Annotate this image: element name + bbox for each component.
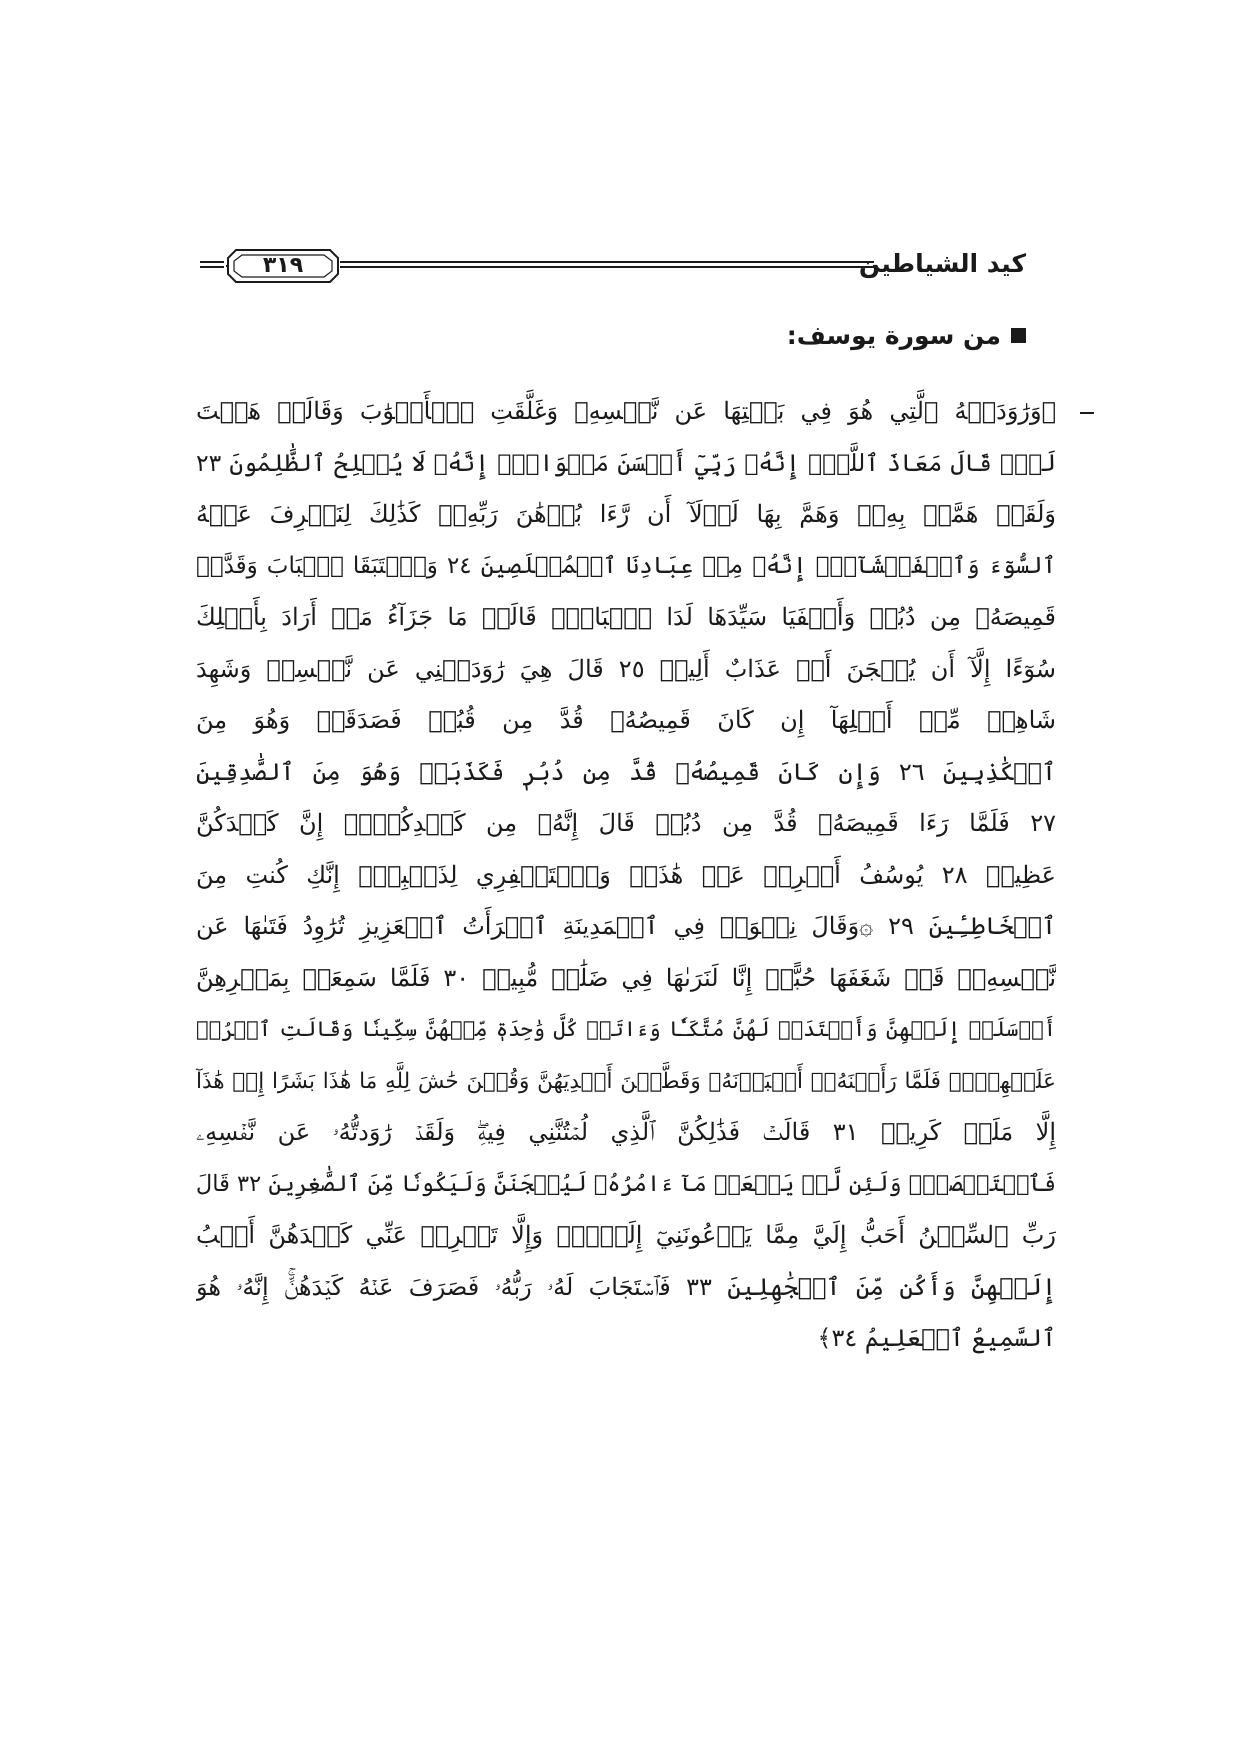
running-title: كيد الشياطين xyxy=(858,249,1026,278)
verse-line: وَلَقَدۡ هَمَّتۡ بِهِۦۖ وَهَمَّ بِهَا لَوۡلَآ أَن رَّءَا بُرۡهَٰنَ رَبِّهِۦۚ كَذَٰلِكَ لِنَصۡرِفَ عَنۡهُ xyxy=(196,500,1056,528)
verse-line: نَّفۡسِهِۦۖ قَدۡ شَغَفَهَا حُبًّاۖ إِنَّا لَنَرَىٰهَا فِي ضَلَٰلٖ مُّبِينٖ ٣٠ فَلَمَّا سَمِعَتۡ بِمَكۡرِهِنَّ xyxy=(196,963,1056,992)
verse-line: قَمِيصَهُۥ مِن دُبُرٖ وَأَلۡفَيَا سَيِّدَهَا لَدَا ٱلۡبَابِۚ قَالَتۡ مَا جَزَآءُ مَنۡ أَرَادَ بِأَهۡلِكَ xyxy=(196,603,1056,631)
verse-line: إِلَيۡهِنَّ وَأَكُن مِّنَ ٱلۡجَٰهِلِينَ ٣٣ فَٱسۡتَجَابَ لَهُۥ رَبُّهُۥ فَصَرَفَ عَنۡهُ كَيۡدَهُنَّۚ إِنَّهُۥ هُوَ xyxy=(196,1272,1056,1301)
verse-line: ٱلۡخَاطِـِٔينَ ٢٩ ۞وَقَالَ نِسۡوَةٞ فِي ٱلۡمَدِينَةِ ٱمۡرَأَتُ ٱلۡعَزِيزِ تُرَٰوِدُ فَتَىٰهَا عَن xyxy=(196,912,1056,940)
verse-line: إِلَّا مَلَكٞ كَرِيمٞ ٣١ قَالَتۡ فَذَٰلِكُنَّ ٱلَّذِي لُمۡتُنَّنِي فِيهِۖ وَلَقَدۡ رَٰوَدتُّهُۥ عَن نَّفۡسِهِۦ xyxy=(196,1118,1056,1146)
header-rule xyxy=(340,261,874,268)
quran-verses-block xyxy=(196,386,1056,1365)
page-number: ٣١٩ xyxy=(262,253,304,278)
verse-line: فَٱسۡتَعۡصَمَۖ وَلَئِن لَّمۡ يَفۡعَلۡ مَآ ءَامُرُهُۥ لَيُسۡجَنَنَّ وَلَيَكُونٗا مِّنَ ٱلصَّٰغِرِينَ ٣٢ قَالَ xyxy=(196,1170,1056,1197)
verse-line: عَظِيمٞ ٢٨ يُوسُفُ أَعۡرِضۡ عَنۡ هَٰذَاۚ وَٱسۡتَغۡفِرِي لِذَنۢبِكِۖ إِنَّكِ كُنتِ مِنَ xyxy=(196,860,1056,889)
page-header xyxy=(200,244,1026,288)
verse-line: ٱلۡكَٰذِبِينَ ٢٦ وَإِن كَانَ قَمِيصُهُۥ قُدَّ مِن دُبُرٖ فَكَذَبَتۡ وَهُوَ مِنَ ٱلصَّٰدِقِينَ xyxy=(196,757,1056,786)
verse-line: ٱلسَّمِيعُ ٱلۡعَلِيمُ ٣٤﴾ xyxy=(817,1324,1056,1352)
verse-line: شَاهِدٞ مِّنۡ أَهۡلِهَآ إِن كَانَ قَمِيصُهُۥ قُدَّ مِن قُبُلٖ فَصَدَقَتۡ وَهُوَ مِنَ xyxy=(196,706,1056,734)
verse-line: ﴿وَرَٰوَدَتۡهُ ٱلَّتِي هُوَ فِي بَيۡتِهَا عَن نَّفۡسِهِۦ وَغَلَّقَتِ ٱلۡأَبۡوَٰبَ وَقَالَتۡ هَيۡتَ xyxy=(196,397,1056,425)
verse-line: ٱلسُّوٓءَ وَٱلۡفَحۡشَآءَۚ إِنَّهُۥ مِنۡ عِبَادِنَا ٱلۡمُخۡلَصِينَ ٢٤ وَٱسۡتَبَقَا ٱلۡبَابَ وَقَدَّتۡ xyxy=(196,552,1056,579)
verse-line: سُوٓءًا إِلَّآ أَن يُسۡجَنَ أَوۡ عَذَابٌ أَلِيمٞ ٢٥ قَالَ هِيَ رَٰوَدَتۡنِي عَن نَّفۡسِيۚ وَشَهِدَ xyxy=(196,654,1056,683)
section-heading xyxy=(787,318,1026,354)
header-rule-end xyxy=(200,261,224,268)
square-bullet-icon xyxy=(1011,328,1026,343)
verse-line: عَلَيۡهِنَّۖ فَلَمَّا رَأَيۡنَهُۥٓ أَكۡبَرۡنَهُۥ وَقَطَّعۡنَ أَيۡدِيَهُنَّ وَقُلۡنَ حَٰشَ لِلَّهِ مَا هَٰذَا بَشَرًا إِنۡ هَٰذَآ xyxy=(196,1068,1056,1094)
verse-line: أَرۡسَلَتۡ إِلَيۡهِنَّ وَأَعۡتَدَتۡ لَهُنَّ مُتَّكَـٔٗا وَءَاتَتۡ كُلَّ وَٰحِدَةٖ مِّنۡهُنَّ سِكِّينٗا وَقَالَتِ ٱخۡرُجۡ xyxy=(196,1017,1056,1041)
dash-marker xyxy=(1080,412,1094,414)
verse-line: ٢٧ فَلَمَّا رَءَا قَمِيصَهُۥ قُدَّ مِن دُبُرٖ قَالَ إِنَّهُۥ مِن كَيۡدِكُنَّۖ إِنَّ كَيۡدَكُنَّ xyxy=(196,809,1056,837)
verse-line: رَبِّ ٱلسِّجۡنُ أَحَبُّ إِلَيَّ مِمَّا يَدۡعُونَنِيٓ إِلَيۡهِۖ وَإِلَّا تَصۡرِفۡ عَنِّي كَيۡدَهُنَّ أَصۡبُ xyxy=(196,1221,1056,1249)
section-heading-text: من سورة يوسف: xyxy=(786,321,1001,350)
verse-line: لَكَۚ قَالَ مَعَاذَ ٱللَّهِۖ إِنَّهُۥ رَبِّيٓ أَحۡسَنَ مَثۡوَايَۖ إِنَّهُۥ لَا يُفۡلِحُ ٱلظَّٰلِمُونَ ٢٣ xyxy=(196,448,1056,477)
page-number-frame xyxy=(226,246,340,286)
